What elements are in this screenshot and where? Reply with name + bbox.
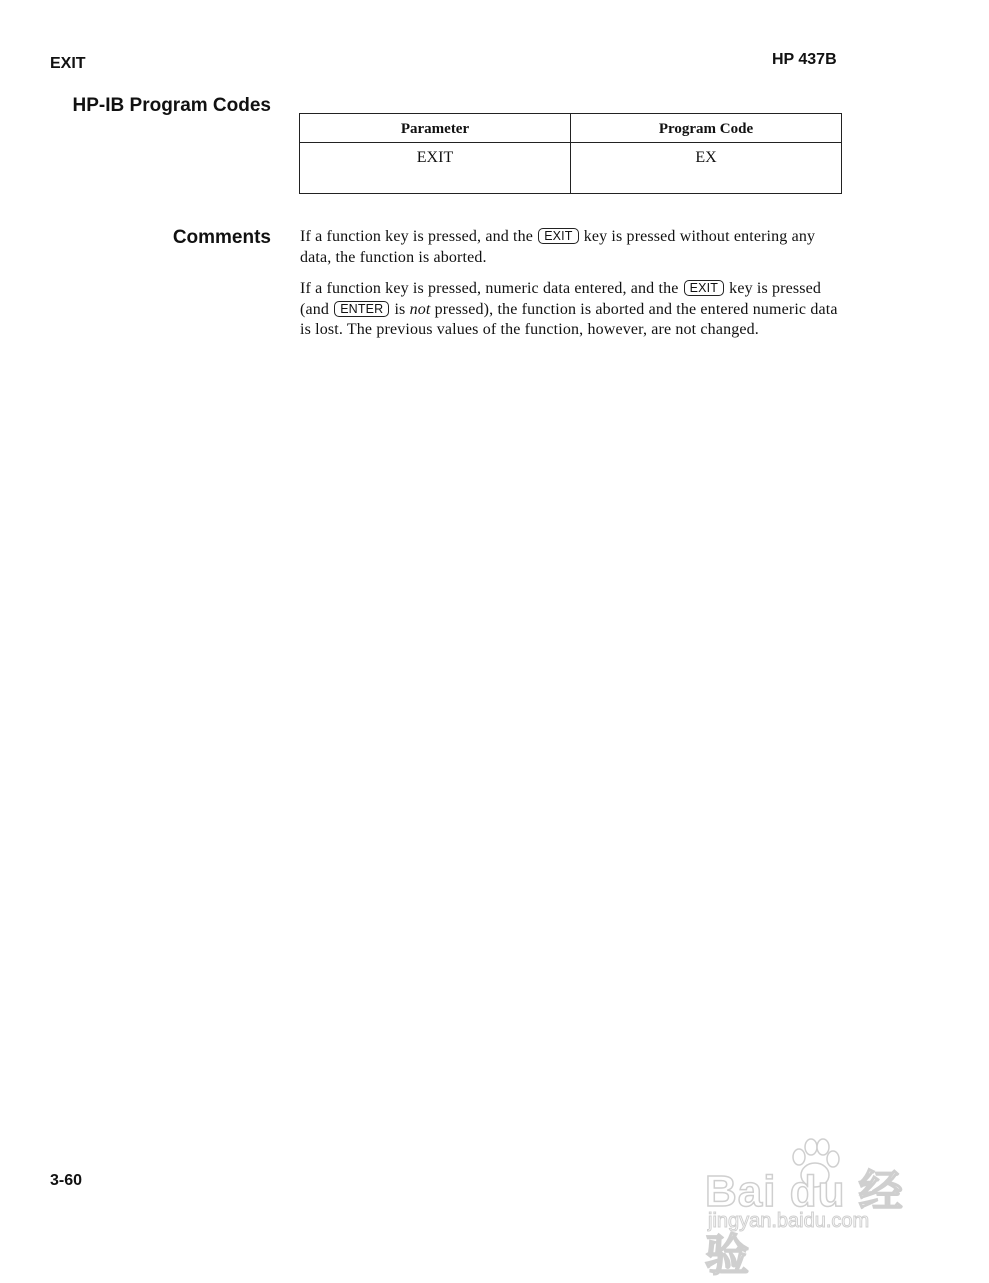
- column-header-program-code: Program Code: [571, 114, 842, 143]
- running-header-left: EXIT: [50, 55, 86, 72]
- comment-paragraph-1: [300, 227, 845, 268]
- text-run: If a function key is pressed, numeric data entered, and the: [300, 280, 683, 297]
- comments-heading: Comments: [172, 227, 271, 248]
- watermark-url: jingyan.baidu.com: [708, 1210, 870, 1232]
- program-codes-table: [299, 113, 842, 194]
- text-run: key is pressed without entering any data, the function is aborted.: [300, 228, 816, 266]
- program-codes-heading: HP-IB Program Codes: [72, 95, 271, 116]
- exit-key-glyph: EXIT: [684, 280, 724, 296]
- cell-program-code: EX: [571, 143, 842, 194]
- comment-paragraph-2: [300, 279, 845, 341]
- cell-parameter: EXIT: [416, 149, 454, 166]
- column-header-parameter: Parameter: [300, 114, 571, 143]
- text-run: pressed), the function is aborted and the entered numeric data is lost. The previous values of the function, however, are not changed.: [300, 300, 838, 338]
- table-row: [300, 143, 842, 194]
- page-number: 3-60: [50, 1172, 83, 1189]
- text-run: is: [390, 300, 410, 318]
- table-header-row: [300, 114, 842, 143]
- watermark-brand: Bai du 经验: [705, 1167, 904, 1280]
- text-run: key is pressed (and: [300, 280, 822, 318]
- text-run: If a function key is pressed, and the: [300, 228, 538, 245]
- enter-key-glyph: ENTER: [334, 301, 389, 317]
- emphasis-not: not: [409, 300, 431, 318]
- running-header-right: HP 437B: [772, 51, 837, 68]
- watermark: [700, 1135, 940, 1280]
- exit-key-glyph: EXIT: [538, 228, 578, 244]
